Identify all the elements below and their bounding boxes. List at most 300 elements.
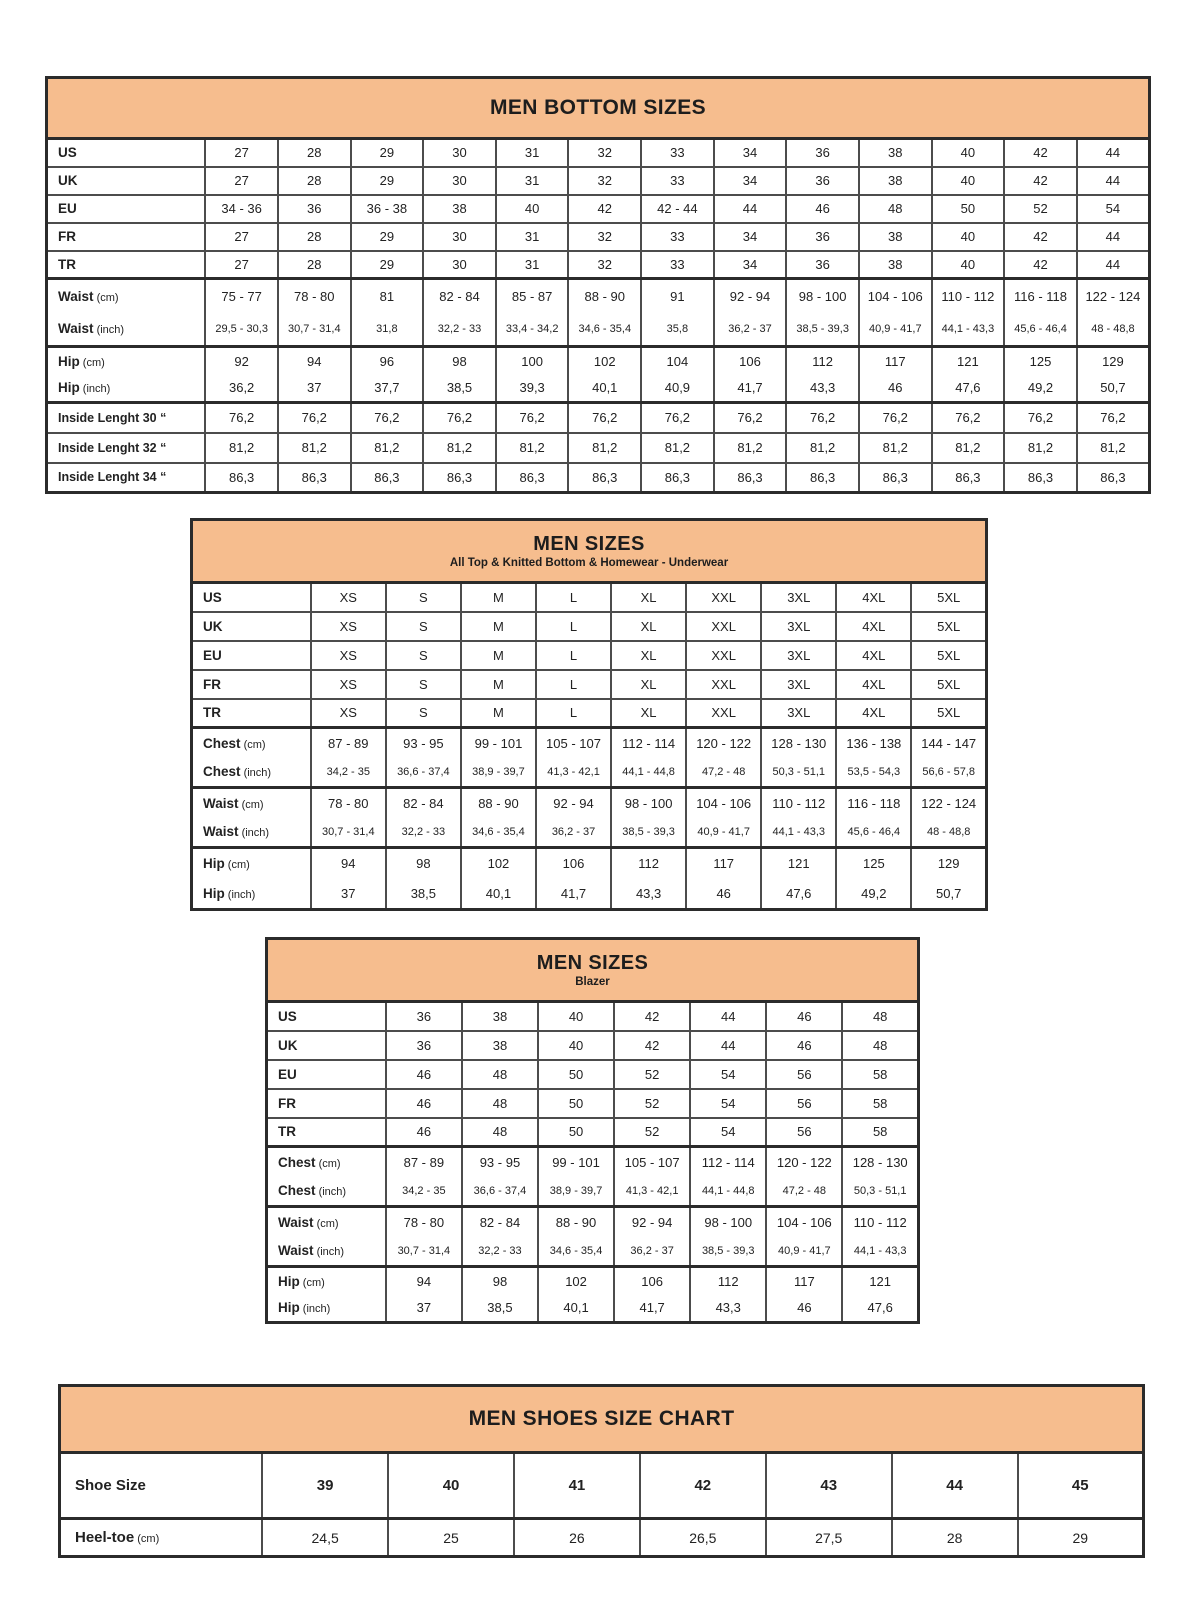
size-value-cell: 106 — [614, 1267, 690, 1295]
size-value-cell: 88 - 90 — [538, 1207, 614, 1237]
size-value-cell: 35,8 — [641, 313, 714, 347]
row-label — [192, 848, 311, 879]
row-label-text: FR — [203, 676, 221, 692]
size-value-cell: 40 — [538, 1031, 614, 1060]
row-label-text: Shoe Size — [75, 1477, 146, 1494]
size-value-cell: 49,2 — [836, 879, 911, 910]
size-value-cell: 100 — [496, 347, 569, 375]
size-value-cell: 29 — [351, 223, 424, 251]
size-value-cell: 128 - 130 — [842, 1147, 918, 1177]
size-value-cell: 47,6 — [932, 375, 1005, 403]
size-value-cell: M — [461, 699, 536, 728]
size-value-cell: 106 — [536, 848, 611, 879]
size-value-cell: 32,2 - 33 — [386, 818, 461, 848]
men-sizes-top-underwear-table — [190, 518, 988, 911]
table-header — [192, 520, 987, 583]
table-subtitle: All Top & Knitted Bottom & Homewear - Underwear — [449, 557, 729, 569]
size-value-cell: 78 - 80 — [278, 279, 351, 313]
size-value-cell: 48 — [462, 1089, 538, 1118]
size-value-cell: 50,3 - 51,1 — [842, 1177, 918, 1207]
row-label-text: Chest — [203, 764, 241, 780]
row-label — [47, 223, 206, 251]
size-value-cell: 29 — [351, 251, 424, 279]
size-value-cell: 116 - 118 — [836, 788, 911, 818]
row-label — [192, 758, 311, 788]
size-value-cell: 96 — [351, 347, 424, 375]
size-value-cell: 30,7 - 31,4 — [311, 818, 386, 848]
size-value-cell: 48 — [859, 195, 932, 223]
men-bottom-sizes-table — [45, 76, 1151, 494]
size-value-cell: 38,5 — [423, 375, 496, 403]
size-value-cell: 120 - 122 — [686, 728, 761, 758]
size-value-cell: L — [536, 699, 611, 728]
table-header-row — [60, 1386, 1144, 1453]
size-value-cell: 42 - 44 — [641, 195, 714, 223]
size-value-cell: 40,9 - 41,7 — [859, 313, 932, 347]
size-value-cell: 30,7 - 31,4 — [386, 1237, 462, 1267]
row-label — [192, 728, 311, 758]
size-value-cell: 25 — [388, 1519, 514, 1557]
size-value-cell: 78 - 80 — [311, 788, 386, 818]
size-value-cell: 40,9 - 41,7 — [686, 818, 761, 848]
size-value-cell: 53,5 - 54,3 — [836, 758, 911, 788]
size-value-cell: 33 — [641, 251, 714, 279]
size-value-cell: XS — [311, 699, 386, 728]
row-label-text: US — [203, 589, 222, 605]
row-eu — [47, 195, 1150, 223]
size-value-cell: 93 - 95 — [386, 728, 461, 758]
size-value-cell: 38,5 - 39,3 — [786, 313, 859, 347]
size-value-cell: 86,3 — [278, 463, 351, 493]
row-label — [192, 699, 311, 728]
row-label-text: FR — [58, 229, 76, 244]
row-label — [192, 670, 311, 699]
size-value-cell: 34 - 36 — [205, 195, 278, 223]
size-value-cell: 32 — [568, 251, 641, 279]
size-value-cell: 5XL — [911, 699, 986, 728]
size-value-cell: 3XL — [761, 670, 836, 699]
row-label — [47, 195, 206, 223]
size-value-cell: 36 — [786, 223, 859, 251]
size-value-cell: 40,1 — [461, 879, 536, 910]
size-value-cell: 28 — [892, 1519, 1018, 1557]
row-label — [267, 1237, 386, 1267]
size-value-cell: 37 — [278, 375, 351, 403]
size-value-cell: 32 — [568, 223, 641, 251]
size-value-cell: 5XL — [911, 612, 986, 641]
size-value-cell: 32 — [568, 139, 641, 167]
size-value-cell: 88 - 90 — [568, 279, 641, 313]
size-value-cell: 31 — [496, 167, 569, 195]
size-value-cell: 81,2 — [641, 433, 714, 463]
size-value-cell: 58 — [842, 1118, 918, 1147]
size-value-cell: 40 — [932, 139, 1005, 167]
row-label — [267, 1295, 386, 1323]
row-label-text: FR — [278, 1095, 296, 1111]
row-label-unit: (inch) — [313, 1246, 345, 1259]
size-value-cell: 31 — [496, 251, 569, 279]
size-value-cell: 86,3 — [423, 463, 496, 493]
size-value-cell: 92 - 94 — [536, 788, 611, 818]
row-label-text: UK — [278, 1037, 298, 1053]
row-label-text: Chest — [203, 735, 241, 751]
row-label-text: Waist — [278, 1214, 314, 1230]
size-value-cell: XS — [311, 583, 386, 612]
size-value-cell: S — [386, 641, 461, 670]
size-value-cell: 31 — [496, 139, 569, 167]
size-value-cell: 76,2 — [859, 403, 932, 433]
size-value-cell: 36,6 - 37,4 — [462, 1177, 538, 1207]
size-value-cell: 102 — [461, 848, 536, 879]
size-value-cell: 129 — [1077, 347, 1150, 375]
row-label — [267, 1002, 386, 1031]
size-value-cell: 104 - 106 — [686, 788, 761, 818]
size-value-cell: 4XL — [836, 699, 911, 728]
row-label-text: Waist — [203, 795, 239, 811]
row-label-text: US — [278, 1008, 297, 1024]
size-value-cell: 86,3 — [932, 463, 1005, 493]
row-uk — [47, 167, 1150, 195]
row-waist-inch — [267, 1237, 919, 1267]
size-value-cell: 42 — [1004, 251, 1077, 279]
size-value-cell: 34,6 - 35,4 — [461, 818, 536, 848]
size-value-cell: 50 — [538, 1118, 614, 1147]
row-label-text: Chest — [278, 1183, 316, 1199]
size-value-cell: 76,2 — [423, 403, 496, 433]
men-sizes-blazer-table — [265, 937, 920, 1324]
size-value-cell: 86,3 — [351, 463, 424, 493]
row-label — [192, 612, 311, 641]
size-value-cell: 46 — [386, 1060, 462, 1089]
size-value-cell: 52 — [614, 1089, 690, 1118]
size-value-cell: 121 — [842, 1267, 918, 1295]
size-value-cell: 36 — [786, 167, 859, 195]
size-value-cell: 81,2 — [786, 433, 859, 463]
size-value-cell: 32,2 - 33 — [462, 1237, 538, 1267]
size-value-cell: 46 — [786, 195, 859, 223]
size-value-cell: 81,2 — [205, 433, 278, 463]
size-value-cell: 41 — [514, 1453, 640, 1519]
size-value-cell: 76,2 — [351, 403, 424, 433]
size-value-cell: 48 — [462, 1118, 538, 1147]
size-value-cell: 39 — [262, 1453, 388, 1519]
size-value-cell: 45,6 - 46,4 — [836, 818, 911, 848]
size-value-cell: 44 — [690, 1002, 766, 1031]
size-value-cell: 76,2 — [714, 403, 787, 433]
row-label — [267, 1147, 386, 1177]
row-label — [47, 279, 206, 313]
size-value-cell: 94 — [386, 1267, 462, 1295]
size-value-cell: 54 — [1077, 195, 1150, 223]
size-value-cell: 48 - 48,8 — [911, 818, 986, 848]
size-value-cell: 81,2 — [714, 433, 787, 463]
table-title: MEN SHOES SIZE CHART — [468, 1406, 735, 1430]
row-tr — [47, 251, 1150, 279]
size-value-cell: 38,9 - 39,7 — [538, 1177, 614, 1207]
row-label — [267, 1267, 386, 1295]
table-subtitle: Blazer — [575, 976, 610, 988]
size-value-cell: 40,9 - 41,7 — [766, 1237, 842, 1267]
row-chest-cm — [267, 1147, 919, 1177]
size-value-cell: 33 — [641, 139, 714, 167]
size-value-cell: 82 - 84 — [423, 279, 496, 313]
row-label-text: Inside Lenght 30 “ — [58, 410, 167, 425]
size-value-cell: 81,2 — [568, 433, 641, 463]
size-value-cell: 105 - 107 — [614, 1147, 690, 1177]
size-value-cell: 38 — [423, 195, 496, 223]
row-inside-lenght-32 — [47, 433, 1150, 463]
size-value-cell: 121 — [761, 848, 836, 879]
men-shoes-size-chart-table — [58, 1384, 1145, 1558]
size-value-cell: 87 - 89 — [386, 1147, 462, 1177]
size-value-cell: 88 - 90 — [461, 788, 536, 818]
size-value-cell: 58 — [842, 1089, 918, 1118]
size-value-cell: 54 — [690, 1060, 766, 1089]
size-value-cell: 94 — [311, 848, 386, 879]
row-us — [47, 139, 1150, 167]
row-waist-cm — [267, 1207, 919, 1237]
row-chest-inch — [267, 1177, 919, 1207]
row-us — [192, 583, 987, 612]
size-value-cell: 30 — [423, 251, 496, 279]
row-label — [192, 641, 311, 670]
size-value-cell: 48 — [462, 1060, 538, 1089]
size-value-cell: 44 — [892, 1453, 1018, 1519]
row-label-text: Heel-toe — [75, 1529, 135, 1546]
row-uk — [267, 1031, 919, 1060]
row-label — [267, 1089, 386, 1118]
size-value-cell: 4XL — [836, 641, 911, 670]
size-value-cell: 86,3 — [786, 463, 859, 493]
size-value-cell: 42 — [1004, 167, 1077, 195]
size-value-cell: 38 — [859, 223, 932, 251]
size-value-cell: 34,2 - 35 — [386, 1177, 462, 1207]
row-fr — [47, 223, 1150, 251]
size-value-cell: 38 — [462, 1031, 538, 1060]
size-value-cell: 38,5 - 39,3 — [611, 818, 686, 848]
size-value-cell: 46 — [386, 1089, 462, 1118]
size-value-cell: 94 — [278, 347, 351, 375]
size-value-cell: 76,2 — [932, 403, 1005, 433]
size-value-cell: 36 — [278, 195, 351, 223]
size-value-cell: 86,3 — [859, 463, 932, 493]
size-value-cell: 117 — [859, 347, 932, 375]
row-label — [267, 1118, 386, 1147]
size-value-cell: 46 — [766, 1031, 842, 1060]
size-value-cell: XL — [611, 612, 686, 641]
size-value-cell: 3XL — [761, 583, 836, 612]
size-value-cell: 52 — [1004, 195, 1077, 223]
size-value-cell: 120 - 122 — [766, 1147, 842, 1177]
row-label-unit: (inch) — [93, 324, 125, 337]
size-value-cell: XXL — [686, 670, 761, 699]
row-label — [192, 818, 311, 848]
size-value-cell: 76,2 — [641, 403, 714, 433]
size-value-cell: 29 — [1018, 1519, 1144, 1557]
size-value-cell: 34 — [714, 139, 787, 167]
size-value-cell: 102 — [538, 1267, 614, 1295]
size-value-cell: 54 — [690, 1118, 766, 1147]
row-eu — [192, 641, 987, 670]
row-label-text: Hip — [203, 856, 225, 872]
size-value-cell: 93 - 95 — [462, 1147, 538, 1177]
size-value-cell: 102 — [568, 347, 641, 375]
size-value-cell: 46 — [766, 1002, 842, 1031]
row-heel-toe-cm — [60, 1519, 1144, 1557]
size-value-cell: 81,2 — [496, 433, 569, 463]
size-value-cell: 26,5 — [640, 1519, 766, 1557]
size-value-cell: 44 — [1077, 251, 1150, 279]
size-value-cell: 3XL — [761, 699, 836, 728]
row-tr — [192, 699, 987, 728]
row-label-unit: (cm) — [315, 1157, 341, 1170]
size-value-cell: 29 — [351, 139, 424, 167]
size-value-cell: 99 - 101 — [461, 728, 536, 758]
size-value-cell: XL — [611, 641, 686, 670]
size-value-cell: 42 — [614, 1002, 690, 1031]
size-value-cell: 34,6 - 35,4 — [538, 1237, 614, 1267]
size-value-cell: 37 — [386, 1295, 462, 1323]
row-label — [60, 1519, 263, 1557]
size-grid — [265, 937, 920, 1324]
size-value-cell: 32,2 - 33 — [423, 313, 496, 347]
size-value-cell: 81,2 — [351, 433, 424, 463]
size-value-cell: 78 - 80 — [386, 1207, 462, 1237]
row-uk — [192, 612, 987, 641]
size-value-cell: 92 — [205, 347, 278, 375]
size-value-cell: 47,6 — [761, 879, 836, 910]
row-waist-inch — [47, 313, 1150, 347]
row-label — [60, 1453, 263, 1519]
size-value-cell: 56,6 - 57,8 — [911, 758, 986, 788]
size-value-cell: XXL — [686, 641, 761, 670]
size-value-cell: 42 — [1004, 223, 1077, 251]
size-value-cell: 98 — [386, 848, 461, 879]
size-value-cell: 41,3 - 42,1 — [536, 758, 611, 788]
size-value-cell: 76,2 — [786, 403, 859, 433]
size-value-cell: L — [536, 612, 611, 641]
size-value-cell: 43,3 — [690, 1295, 766, 1323]
size-value-cell: 39,3 — [496, 375, 569, 403]
row-label-unit: (cm) — [240, 738, 266, 751]
size-value-cell: 44,1 - 43,3 — [761, 818, 836, 848]
size-value-cell: 50,7 — [911, 879, 986, 910]
size-value-cell: 4XL — [836, 612, 911, 641]
size-value-cell: 40 — [496, 195, 569, 223]
size-value-cell: 27,5 — [766, 1519, 892, 1557]
size-value-cell: 81,2 — [423, 433, 496, 463]
row-label-text: UK — [58, 173, 78, 188]
size-value-cell: 50,3 - 51,1 — [761, 758, 836, 788]
table-title: MEN BOTTOM SIZES — [489, 95, 707, 119]
size-value-cell: 27 — [205, 139, 278, 167]
size-value-cell: XXL — [686, 699, 761, 728]
size-value-cell: 41,3 - 42,1 — [614, 1177, 690, 1207]
row-shoe-size — [60, 1453, 1144, 1519]
size-value-cell: 56 — [766, 1060, 842, 1089]
size-value-cell: 43,3 — [786, 375, 859, 403]
size-value-cell: 43 — [766, 1453, 892, 1519]
size-value-cell: 81,2 — [932, 433, 1005, 463]
size-value-cell: XS — [311, 670, 386, 699]
size-value-cell: 87 - 89 — [311, 728, 386, 758]
size-value-cell: 28 — [278, 223, 351, 251]
row-label-text: Hip — [58, 353, 80, 369]
size-value-cell: 34,6 - 35,4 — [568, 313, 641, 347]
size-value-cell: 28 — [278, 139, 351, 167]
size-value-cell: 43,3 — [611, 879, 686, 910]
size-value-cell: 30 — [423, 139, 496, 167]
size-value-cell: 36 — [386, 1002, 462, 1031]
size-value-cell: 36,6 - 37,4 — [386, 758, 461, 788]
size-value-cell: 46 — [386, 1118, 462, 1147]
row-label-unit: (inch) — [79, 383, 111, 396]
size-value-cell: 34 — [714, 251, 787, 279]
size-value-cell: 116 - 118 — [1004, 279, 1077, 313]
row-label — [47, 313, 206, 347]
size-value-cell: 38,5 — [386, 879, 461, 910]
size-value-cell: 30,7 - 31,4 — [278, 313, 351, 347]
size-value-cell: 36 — [786, 251, 859, 279]
size-value-cell: XL — [611, 670, 686, 699]
size-value-cell: 98 - 100 — [786, 279, 859, 313]
row-label-text: Waist — [58, 288, 94, 304]
size-value-cell: 56 — [766, 1118, 842, 1147]
size-value-cell: 36 — [386, 1031, 462, 1060]
size-value-cell: 28 — [278, 167, 351, 195]
size-value-cell: 34 — [714, 223, 787, 251]
size-value-cell: 46 — [766, 1295, 842, 1323]
size-value-cell: XXL — [686, 583, 761, 612]
size-value-cell: 48 - 48,8 — [1077, 313, 1150, 347]
row-label-text: EU — [58, 201, 77, 216]
row-label — [192, 583, 311, 612]
row-label — [267, 1031, 386, 1060]
size-value-cell: 49,2 — [1004, 375, 1077, 403]
size-value-cell: 136 - 138 — [836, 728, 911, 758]
size-value-cell: 81 — [351, 279, 424, 313]
size-value-cell: 5XL — [911, 583, 986, 612]
size-value-cell: 36 - 38 — [351, 195, 424, 223]
size-value-cell: 38 — [859, 167, 932, 195]
size-value-cell: 129 — [911, 848, 986, 879]
table-title: MEN SIZES — [536, 952, 649, 974]
size-value-cell: 86,3 — [1004, 463, 1077, 493]
row-hip-cm — [267, 1267, 919, 1295]
row-hip-cm — [47, 347, 1150, 375]
table-header-row — [192, 520, 987, 583]
size-value-cell: 5XL — [911, 641, 986, 670]
size-value-cell: 98 - 100 — [611, 788, 686, 818]
row-label-unit: (cm) — [299, 1276, 325, 1289]
size-value-cell: 27 — [205, 223, 278, 251]
row-chest-cm — [192, 728, 987, 758]
size-value-cell: 86,3 — [714, 463, 787, 493]
size-value-cell: 50 — [932, 195, 1005, 223]
size-value-cell: 99 - 101 — [538, 1147, 614, 1177]
row-hip-inch — [47, 375, 1150, 403]
size-value-cell: 38,5 — [462, 1295, 538, 1323]
row-label-unit: (inch) — [299, 1303, 331, 1316]
size-value-cell: 76,2 — [205, 403, 278, 433]
size-value-cell: 33 — [641, 223, 714, 251]
size-value-cell: 58 — [842, 1060, 918, 1089]
size-value-cell: 44,1 - 43,3 — [932, 313, 1005, 347]
row-label-text: Waist — [203, 824, 239, 840]
size-value-cell: 30 — [423, 167, 496, 195]
size-value-cell: 81,2 — [859, 433, 932, 463]
size-value-cell: 44 — [714, 195, 787, 223]
